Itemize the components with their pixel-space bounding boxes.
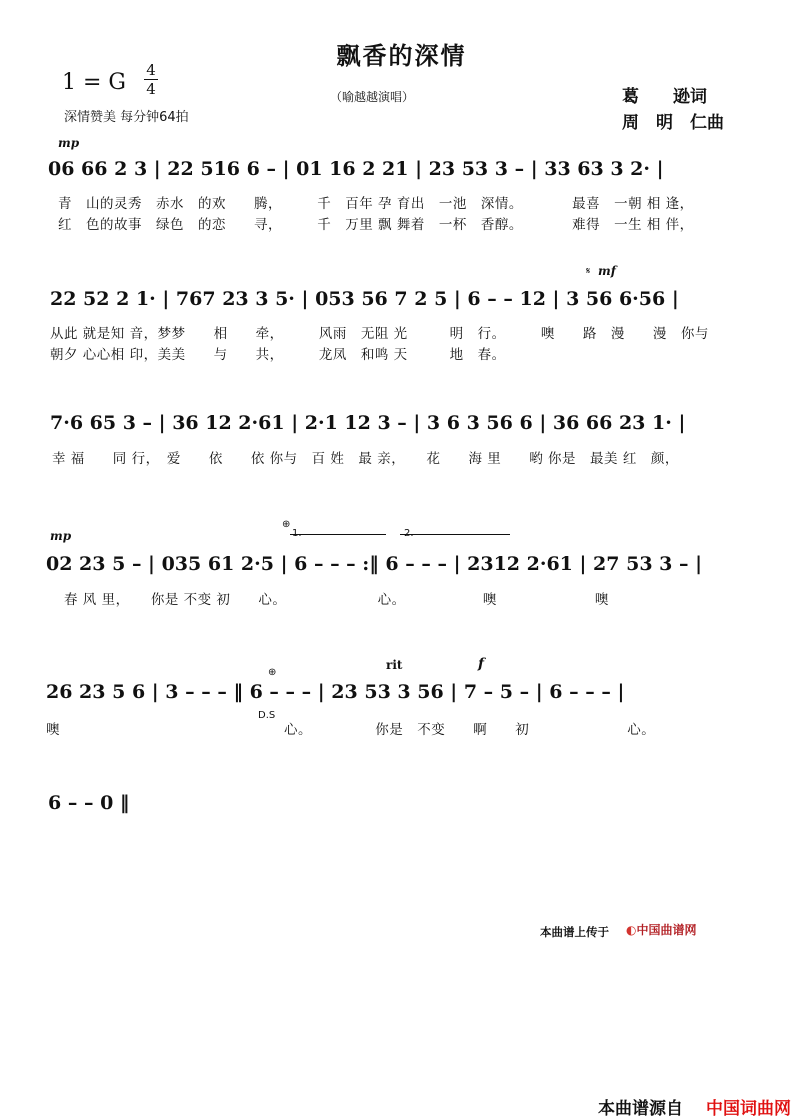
lyric-line-2-verse-2: 朝夕 心心相 印，美美 与 共， 龙凤 和鸣 天 地 春。 — [50, 347, 506, 363]
staff-line-3 — [0, 406, 803, 452]
volta-2-label: 2. — [404, 528, 414, 539]
volta-1-label: 1. — [292, 528, 302, 539]
volta-2-bracket — [400, 534, 510, 535]
notation-line-3: 7·6 65 3 – | 36 12 2·61 | 2·1 12 3 – | 3 6 3 56 6 | 36 66 23 1· | — [50, 412, 686, 434]
dynamic-mp: mp — [58, 136, 80, 150]
dynamic-f: f — [478, 656, 485, 672]
lyric-line-3: 幸 福 同 行， 爱 依 依 你与 百 姓 最 亲， 花 海 里 哟 你是 最美 红 颜， — [52, 451, 679, 467]
song-title: 飘香的深情 — [336, 41, 467, 70]
dal-segno-mark: D.S — [258, 710, 276, 721]
upload-note: 本曲谱上传于 — [540, 925, 609, 939]
ritardando-mark: rit — [386, 658, 403, 672]
logo-mark-icon: ◐ — [626, 923, 637, 937]
staff-line-4 — [0, 547, 803, 593]
source-note: 本曲谱源自 — [598, 1099, 683, 1119]
source-brand: 中国词曲网 — [706, 1099, 791, 1119]
segno-icon: 𝄋 — [586, 266, 591, 277]
site-logo — [626, 921, 697, 938]
staff-line-5 — [0, 675, 803, 721]
staff-line-6 — [0, 786, 803, 832]
time-signature-bottom: 4 — [146, 80, 156, 98]
volta-1-bracket — [290, 534, 386, 535]
dynamic-mf: mf — [598, 264, 616, 278]
lyricist-credit: 葛 逊词 — [622, 87, 707, 107]
notation-line-4: 02 23 5 – | 035 61 2·5 | 6 – – – :‖ 6 – – – | 2312 2·61 | 27 53 3 – | — [46, 553, 703, 575]
coda-icon-1: ⊕ — [282, 519, 291, 530]
lyric-line-1-verse-2: 红 色的故事 绿色 的恋 寻， 千 万里 飘 舞着 一杯 香醇。 难得 一生 相 伴， — [58, 217, 694, 233]
logo-text: 中国曲谱网 — [636, 923, 697, 937]
tempo-marking: 深情赞美 每分钟64拍 — [64, 110, 189, 125]
singer-credit: （喻越越演唱） — [330, 90, 415, 104]
notation-line-1: 06 66 2 3 | 22 516 6 – | 01 16 2 21 | 23 53 3 – | 33 63 3 2· | — [48, 158, 664, 180]
notation-line-2: 22 52 2 1· | 767 23 3 5· | 053 56 7 2 5 | 6 – – 12 | 3 56 6·56 | — [50, 288, 679, 310]
time-signature-top: 4 — [146, 61, 156, 79]
lyric-line-4: 春 风 里， 你是 不变 初 心。 心。 噢 噢 — [50, 592, 609, 608]
notation-line-6: 6 – – 0 ‖ — [48, 792, 130, 814]
time-signature — [142, 62, 160, 97]
composer-credit: 周 明 仁曲 — [622, 113, 724, 133]
lyric-line-2-verse-1: 从此 就是知 音，梦梦 相 牵， 风雨 无阻 光 明 行。 噢 路 漫 漫 你与 — [50, 326, 709, 342]
coda-icon-2: ⊕ — [268, 667, 277, 678]
notation-line-5: 26 23 5 6 | 3 – – – ‖ 6 – – – | 23 53 3 56 | 7 – 5 – | 6 – – – | — [46, 681, 625, 703]
lyric-line-5: 噢 心。 你是 不变 啊 初 心。 — [46, 722, 656, 738]
lyric-line-1-verse-1: 青 山的灵秀 赤水 的欢 腾， 千 百年 孕 育出 一池 深情。 最喜 一朝 相 逢， — [58, 196, 694, 212]
dynamic-mp-2: mp — [50, 529, 72, 543]
key-signature: 1 = G — [62, 70, 126, 95]
